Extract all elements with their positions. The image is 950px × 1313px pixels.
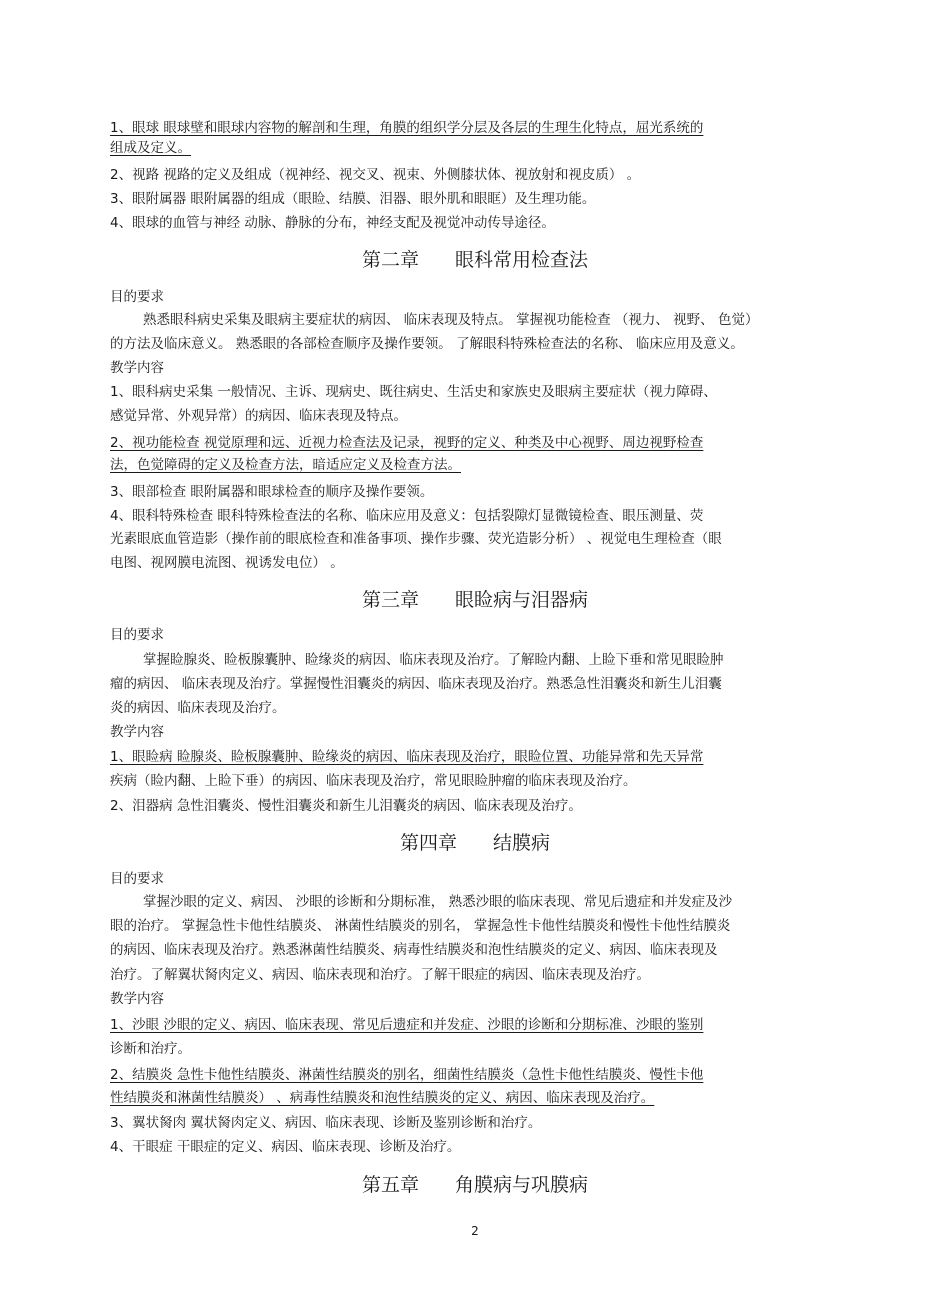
chapter-3-heading [0, 588, 950, 612]
ch1-item-1-line-2: 组成及定义。 [110, 140, 191, 156]
ch2-content-1-line-1: 1、眼科病史采集 一般情况、主诉、现病史、既往病史、生活史和家族史及眼病主要症状（视力障碍、 [110, 384, 717, 400]
chapter-4-number: 第四章 [399, 832, 457, 854]
ch1-item-4: 4、眼球的血管与神经 动脉、静脉的分布，神经支配及视觉冲动传导途径。 [110, 215, 555, 231]
chapter-3-title: 眼睑病与泪器病 [455, 589, 589, 611]
ch1-item-1-line-1: 1、眼球 眼球壁和眼球内容物的解剖和生理，角膜的组织学分层及各层的生理生化特点，屈光系统的 [110, 120, 704, 136]
ch4-content-heading: 教学内容 [110, 991, 164, 1007]
ch3-purpose-line-3: 炎的病因、临床表现及治疗。 [110, 700, 286, 716]
ch4-content-1-line-1: 1、沙眼 沙眼的定义、病因、临床表现、常见后遗症和并发症、沙眼的诊断和分期标准、沙眼的鉴别 [110, 1017, 704, 1033]
chapter-2-heading [0, 248, 950, 272]
chapter-5-heading [0, 1173, 950, 1197]
ch2-purpose-line-2: 的方法及临床意义。 熟悉眼的各部检查顺序及操作要领。 了解眼科特殊检查法的名称、 临床应用及意义。 [110, 336, 744, 352]
ch4-content-3: 3、翼状胬肉 翼状胬肉定义、病因、临床表现、诊断及鉴别诊断和治疗。 [110, 1115, 542, 1131]
chapter-4-heading [0, 831, 950, 855]
chapter-4-title: 结膜病 [493, 832, 551, 854]
ch4-content-4: 4、干眼症 干眼症的定义、病因、临床表现、诊断及治疗。 [110, 1139, 461, 1155]
ch4-content-2-line-1: 2、结膜炎 急性卡他性结膜炎、淋菌性结膜炎的别名，细菌性结膜炎（急性卡他性结膜炎、慢性卡他 [110, 1067, 704, 1083]
ch4-content-2-line-2: 性结膜炎和淋菌性结膜炎） 、病毒性结膜炎和泡性结膜炎的定义、病因、临床表现及治疗。 [110, 1090, 655, 1106]
ch2-content-3: 3、眼部检查 眼附属器和眼球检查的顺序及操作要领。 [110, 484, 434, 500]
ch4-content-1-line-2: 诊断和治疗。 [110, 1041, 191, 1057]
ch2-content-4-line-3: 电图、视网膜电流图、视诱发电位） 。 [110, 555, 344, 571]
page-number: 2 [471, 1224, 479, 1238]
ch4-purpose-line-4: 治疗。了解翼状胬肉定义、病因、临床表现和治疗。了解干眼症的病因、临床表现及治疗。 [110, 967, 650, 983]
ch2-content-2-line-1: 2、视功能检查 视觉原理和远、近视力检查法及记录，视野的定义、种类及中心视野、周边视野检查 [110, 435, 704, 451]
ch2-content-1-line-2: 感觉异常、外观异常）的病因、临床表现及特点。 [110, 408, 407, 424]
ch4-purpose-line-3: 的病因、临床表现及治疗。熟悉淋菌性结膜炎、病毒性结膜炎和泡性结膜炎的定义、病因、临床表现及 [110, 942, 718, 958]
ch4-purpose-heading: 目的要求 [110, 871, 164, 887]
ch3-content-1-line-2: 疾病（睑内翻、上睑下垂）的病因、临床表现及治疗，常见眼睑肿瘤的临床表现及治疗。 [110, 773, 637, 789]
ch3-content-heading: 教学内容 [110, 724, 164, 740]
ch2-purpose-line-1: 熟悉眼科病史采集及眼病主要症状的病因、 临床表现及特点。 掌握视功能检查 （视力、 视野、 色觉） [143, 312, 759, 328]
chapter-2-number: 第二章 [361, 249, 419, 271]
ch2-content-2-line-2: 法，色觉障碍的定义及检查方法，暗适应定义及检查方法。 [110, 457, 461, 473]
ch3-purpose-line-2: 瘤的病因、 临床表现及治疗。掌握慢性泪囊炎的病因、临床表现及治疗。熟悉急性泪囊炎和新生儿泪囊 [110, 676, 722, 692]
ch4-purpose-line-1: 掌握沙眼的定义、病因、 沙眼的诊断和分期标准， 熟悉沙眼的临床表现、常见后遗症和并发症及沙 [143, 894, 733, 910]
ch4-purpose-line-2: 眼的治疗。 掌握急性卡他性结膜炎、 淋菌性结膜炎的别名， 掌握急性卡他性结膜炎和慢性卡他性结膜炎 [110, 918, 731, 934]
ch1-item-3: 3、眼附属器 眼附属器的组成（眼睑、结膜、泪器、眼外肌和眼眶）及生理功能。 [110, 191, 596, 207]
chapter-5-title: 角膜病与巩膜病 [455, 1174, 589, 1196]
ch3-purpose-heading: 目的要求 [110, 627, 164, 643]
ch1-item-2: 2、视路 视路的定义及组成（视神经、视交叉、视束、外侧膝状体、视放射和视皮质） 。 [110, 167, 641, 183]
chapter-2-title: 眼科常用检查法 [455, 249, 589, 271]
ch2-content-heading: 教学内容 [110, 360, 164, 376]
ch3-purpose-line-1: 掌握睑腺炎、睑板腺囊肿、睑缘炎的病因、临床表现及治疗。了解睑内翻、上睑下垂和常见眼睑肿 [143, 652, 724, 668]
ch3-content-2: 2、泪器病 急性泪囊炎、慢性泪囊炎和新生儿泪囊炎的病因、临床表现及治疗。 [110, 798, 582, 814]
ch2-content-4-line-1: 4、眼科特殊检查 眼科特殊检查法的名称、临床应用及意义：包括裂隙灯显微镜检查、眼压测量、荧 [110, 508, 704, 524]
ch2-purpose-heading: 目的要求 [110, 289, 164, 305]
ch3-content-1-line-1: 1、眼睑病 睑腺炎、睑板腺囊肿、睑缘炎的病因、临床表现及治疗，眼睑位置、功能异常和先天异常 [110, 749, 704, 765]
chapter-5-number: 第五章 [361, 1174, 419, 1196]
chapter-3-number: 第三章 [361, 589, 419, 611]
ch2-content-4-line-2: 光素眼底血管造影（操作前的眼底检查和准备事项、操作步骤、荧光造影分析） 、视觉电生理检查（眼 [110, 531, 722, 547]
